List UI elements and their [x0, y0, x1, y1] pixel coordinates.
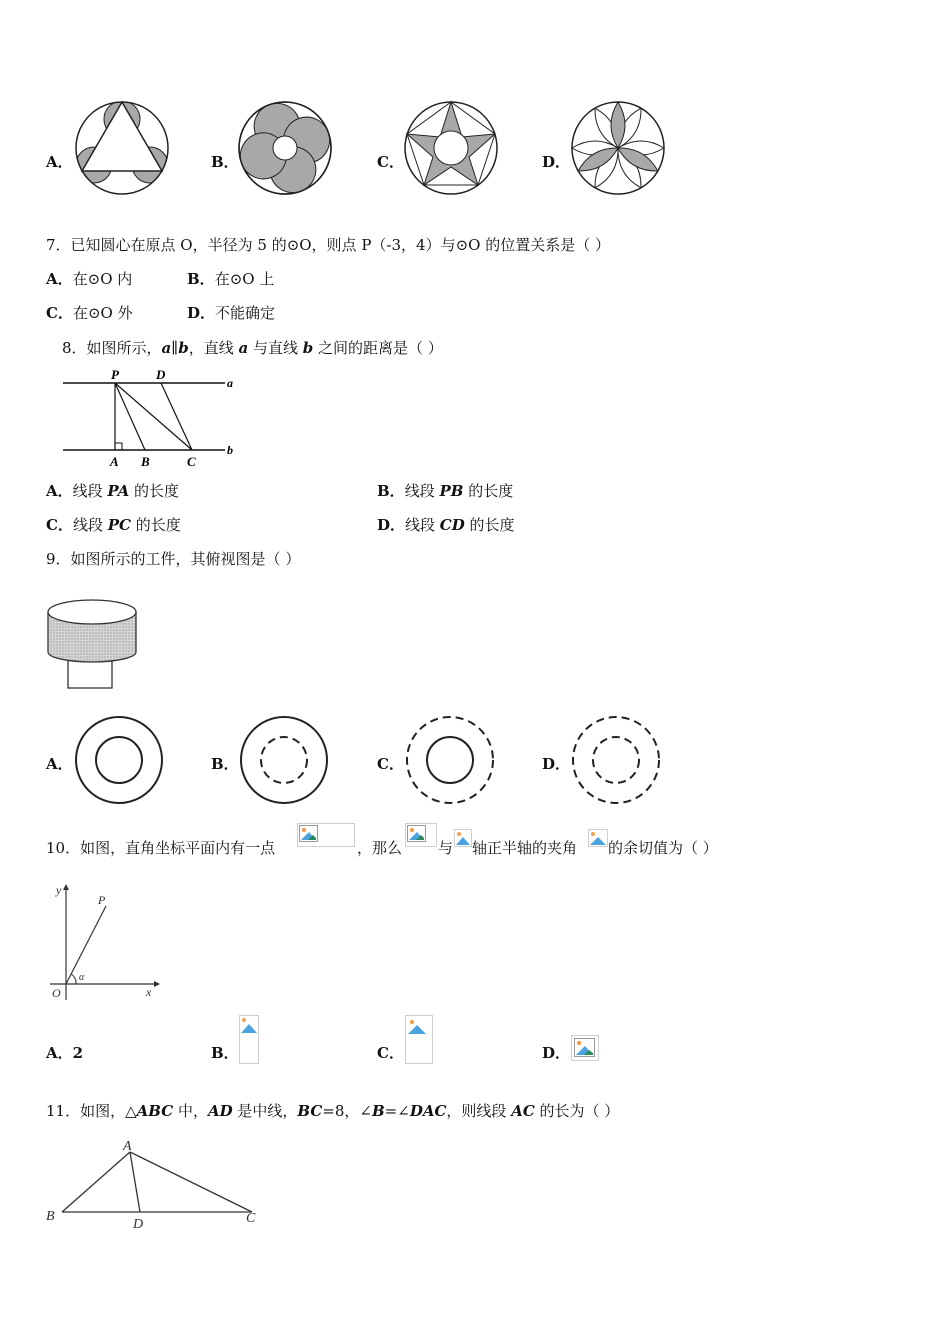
q11-label-d: D [133, 1217, 144, 1232]
q6-figure-b [237, 99, 335, 197]
broken-image-icon [455, 830, 471, 846]
broken-image-icon [589, 830, 607, 846]
q9-workpiece-figure [44, 590, 142, 694]
broken-image-icon [240, 1016, 258, 1034]
broken-image-icon [407, 1017, 427, 1035]
q8-stem: 8．如图所示，a∥b，直线 a 与直线 b 之间的距离是（ ） [62, 339, 443, 357]
q9-option-b-label: B． [211, 755, 239, 773]
q11-triangle-figure [42, 1136, 264, 1232]
q10-option-b-label: B． [211, 1044, 239, 1062]
q9-option-a-figure [72, 715, 168, 807]
q7-option-a: A．在⊙O 内 [46, 270, 133, 288]
q8-figure [55, 366, 245, 472]
q6-option-d-label: D． [542, 153, 571, 171]
q10-label-o: O [52, 986, 61, 1000]
q10-coordinate-figure [46, 882, 161, 1002]
q11-label-a: A [123, 1139, 132, 1154]
q8-label-b-line: b [227, 443, 233, 457]
q6-option-b-label: B． [211, 153, 239, 171]
q6-figure-d [570, 99, 668, 197]
q10-option-d-image-placeholder [571, 1035, 599, 1061]
broken-image-icon [299, 825, 319, 843]
q8-option-d: D．线段 CD 的长度 [377, 516, 515, 534]
q11-stem: 11．如图，△ABC 中，AD 是中线，BC=8，∠B=∠DAC，则线段 AC 的长为（ ） [46, 1102, 620, 1120]
q10-option-d-label: D． [542, 1044, 571, 1062]
q8-option-c: C．线段 PC 的长度 [46, 516, 181, 534]
q10-label-alpha: α [79, 972, 85, 983]
q9-option-a-label: A． [46, 755, 73, 773]
q8-label-a-point: A [110, 454, 119, 469]
q8-label-a-line: a [227, 376, 233, 390]
q9-stem: 9．如图所示的工件，其俯视图是（ ） [46, 550, 301, 568]
q8-label-b-point: B [141, 454, 150, 469]
q6-figure-a [74, 99, 172, 197]
q10-label-p: P [98, 893, 106, 907]
q10-angle-image-placeholder [588, 829, 608, 847]
q11-label-b: B [46, 1209, 55, 1224]
q7-option-b: B．在⊙O 上 [187, 270, 275, 288]
q10-stem-part2: ，那么 [357, 839, 403, 857]
q9-option-c-figure [403, 715, 499, 807]
broken-image-icon [574, 1038, 596, 1058]
q9-option-b-figure [237, 715, 333, 807]
q10-label-y: y [56, 883, 62, 897]
q10-stem-part3: 与 [438, 839, 454, 857]
q9-option-c-label: C． [377, 755, 404, 773]
q6-option-c-label: C． [377, 153, 404, 171]
q7-stem: 7．已知圆心在原点 O，半径为 5 的⊙O，则点 P（-3，4）与⊙O 的位置关系是（ ） [46, 236, 610, 254]
q6-figure-c [403, 99, 501, 197]
q10-label-x: x [146, 985, 152, 999]
q6-option-a-label: A． [46, 153, 73, 171]
q10-option-c-label: C． [377, 1044, 404, 1062]
q10-option-c-image-placeholder [405, 1015, 433, 1064]
q10-stem-part1: 10．如图，直角坐标平面内有一点 [46, 839, 276, 857]
q8-label-c-point: C [187, 454, 196, 469]
q10-option-a: A．2 [46, 1044, 84, 1062]
q10-option-b-image-placeholder [239, 1015, 259, 1064]
q10-stem-part5: 的余切值为（ ） [608, 839, 718, 857]
q9-option-d-figure [569, 715, 665, 807]
q8-option-b: B．线段 PB 的长度 [377, 482, 514, 500]
broken-image-icon [407, 825, 427, 843]
q8-label-p: P [111, 367, 119, 382]
q10-axis-image-placeholder [454, 829, 472, 847]
q10-op-image-placeholder [405, 823, 437, 847]
q8-option-a: A．线段 PA 的长度 [46, 482, 180, 500]
q10-stem-part4: 轴正半轴的夹角 [472, 839, 578, 857]
q11-label-c: C [246, 1211, 256, 1226]
q10-point-image-placeholder [297, 823, 355, 847]
q9-option-d-label: D． [542, 755, 571, 773]
q7-option-c: C．在⊙O 外 [46, 304, 133, 322]
q8-label-d: D [156, 367, 166, 382]
q7-option-d: D．不能确定 [187, 304, 276, 322]
